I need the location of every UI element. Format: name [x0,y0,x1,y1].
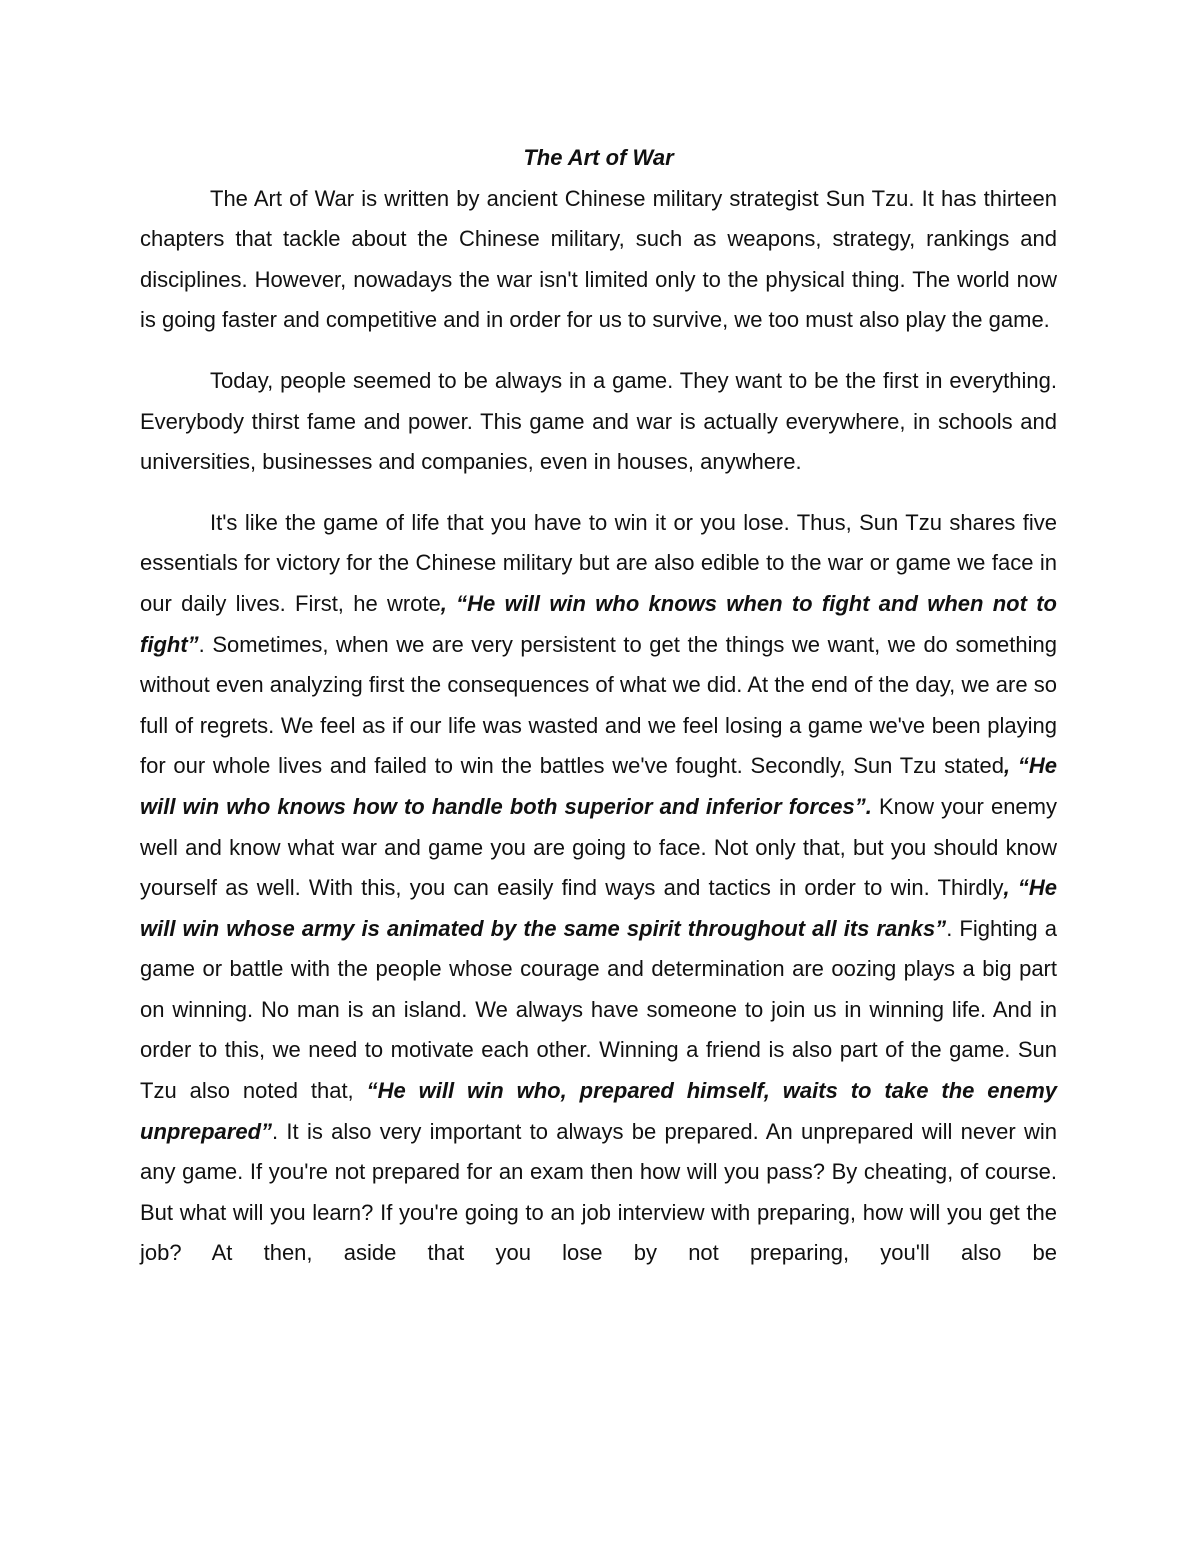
paragraph-3-text: . It is also very important to always be prepared. An unprepared will never win any game. If you're not prepared for an exam then how will you pass? By cheating, of course. But what will you learn? If you're going to an job interview with preparing, how will you get the job? At then, aside that you lose by not preparing, you'll also be [140,1118,1057,1266]
document-page [140,138,1057,1294]
quote-fourth-essential: “He will win who, prepared himself, waits to take the enemy unprepared” [140,1078,1058,1144]
paragraph-3-text: It's like the game of life that you have to win it or you lose. Thus, Sun Tzu shares five essentials for victory for the Chinese military but are also edible to the war or game we face in our daily lives. First, he wrote [140,509,1057,616]
paragraph-2: Today, people seemed to be always in a game. They want to be the first in everything. Everybody thirst fame and power. This game and war is actually everywhere, in schools and universities, businesses and companies, even in houses, anywhere. [140,367,1057,475]
paragraph-3-text: Know your enemy well and know what war and game you are going to face. Not only that, but you should know yourself as well. With this, you can easily find ways and tactics in order to win. Thirdly [140,793,1057,901]
paragraph-3-text: . Sometimes, when we are very persistent to get the things we want, we do something without even analyzing first the consequences of what we did. At the end of the day, we are so full of regrets. We feel as if our life was wasted and we feel losing a game we've been playing for our whole lives and failed to win the battles we've fought. Secondly, Sun Tzu stated [140,631,1057,779]
paragraph-3-text: . Fighting a game or battle with the people whose courage and determination are oozing plays a big part on winning. No man is an island. We always have someone to join us in winning life. And in order to this, we need to motivate each other. Winning a friend is also part of the game. Sun Tzu also noted that, [140,915,1057,1104]
quote-third-essential: , “He will win whose army is animated by the same spirit throughout all its ranks” [140,875,1057,941]
paragraph-1: The Art of War is written by ancient Chinese military strategist Sun Tzu. It has thirteen chapters that tackle about the Chinese military, such as weapons, strategy, rankings and disciplines. However, nowadays the war isn't limited only to the physical thing. The world now is going faster and competitive and in order for us to survive, we too must also play the game. [140,185,1057,333]
paragraph-3 [140,503,1057,1274]
document-title: The Art of War [523,145,674,170]
quote-first-essential: , “He will win who knows when to fight and when not to fight” [140,590,1057,657]
quote-second-essential: , “He will win who knows how to handle both superior and inferior forces”. [140,753,1057,819]
